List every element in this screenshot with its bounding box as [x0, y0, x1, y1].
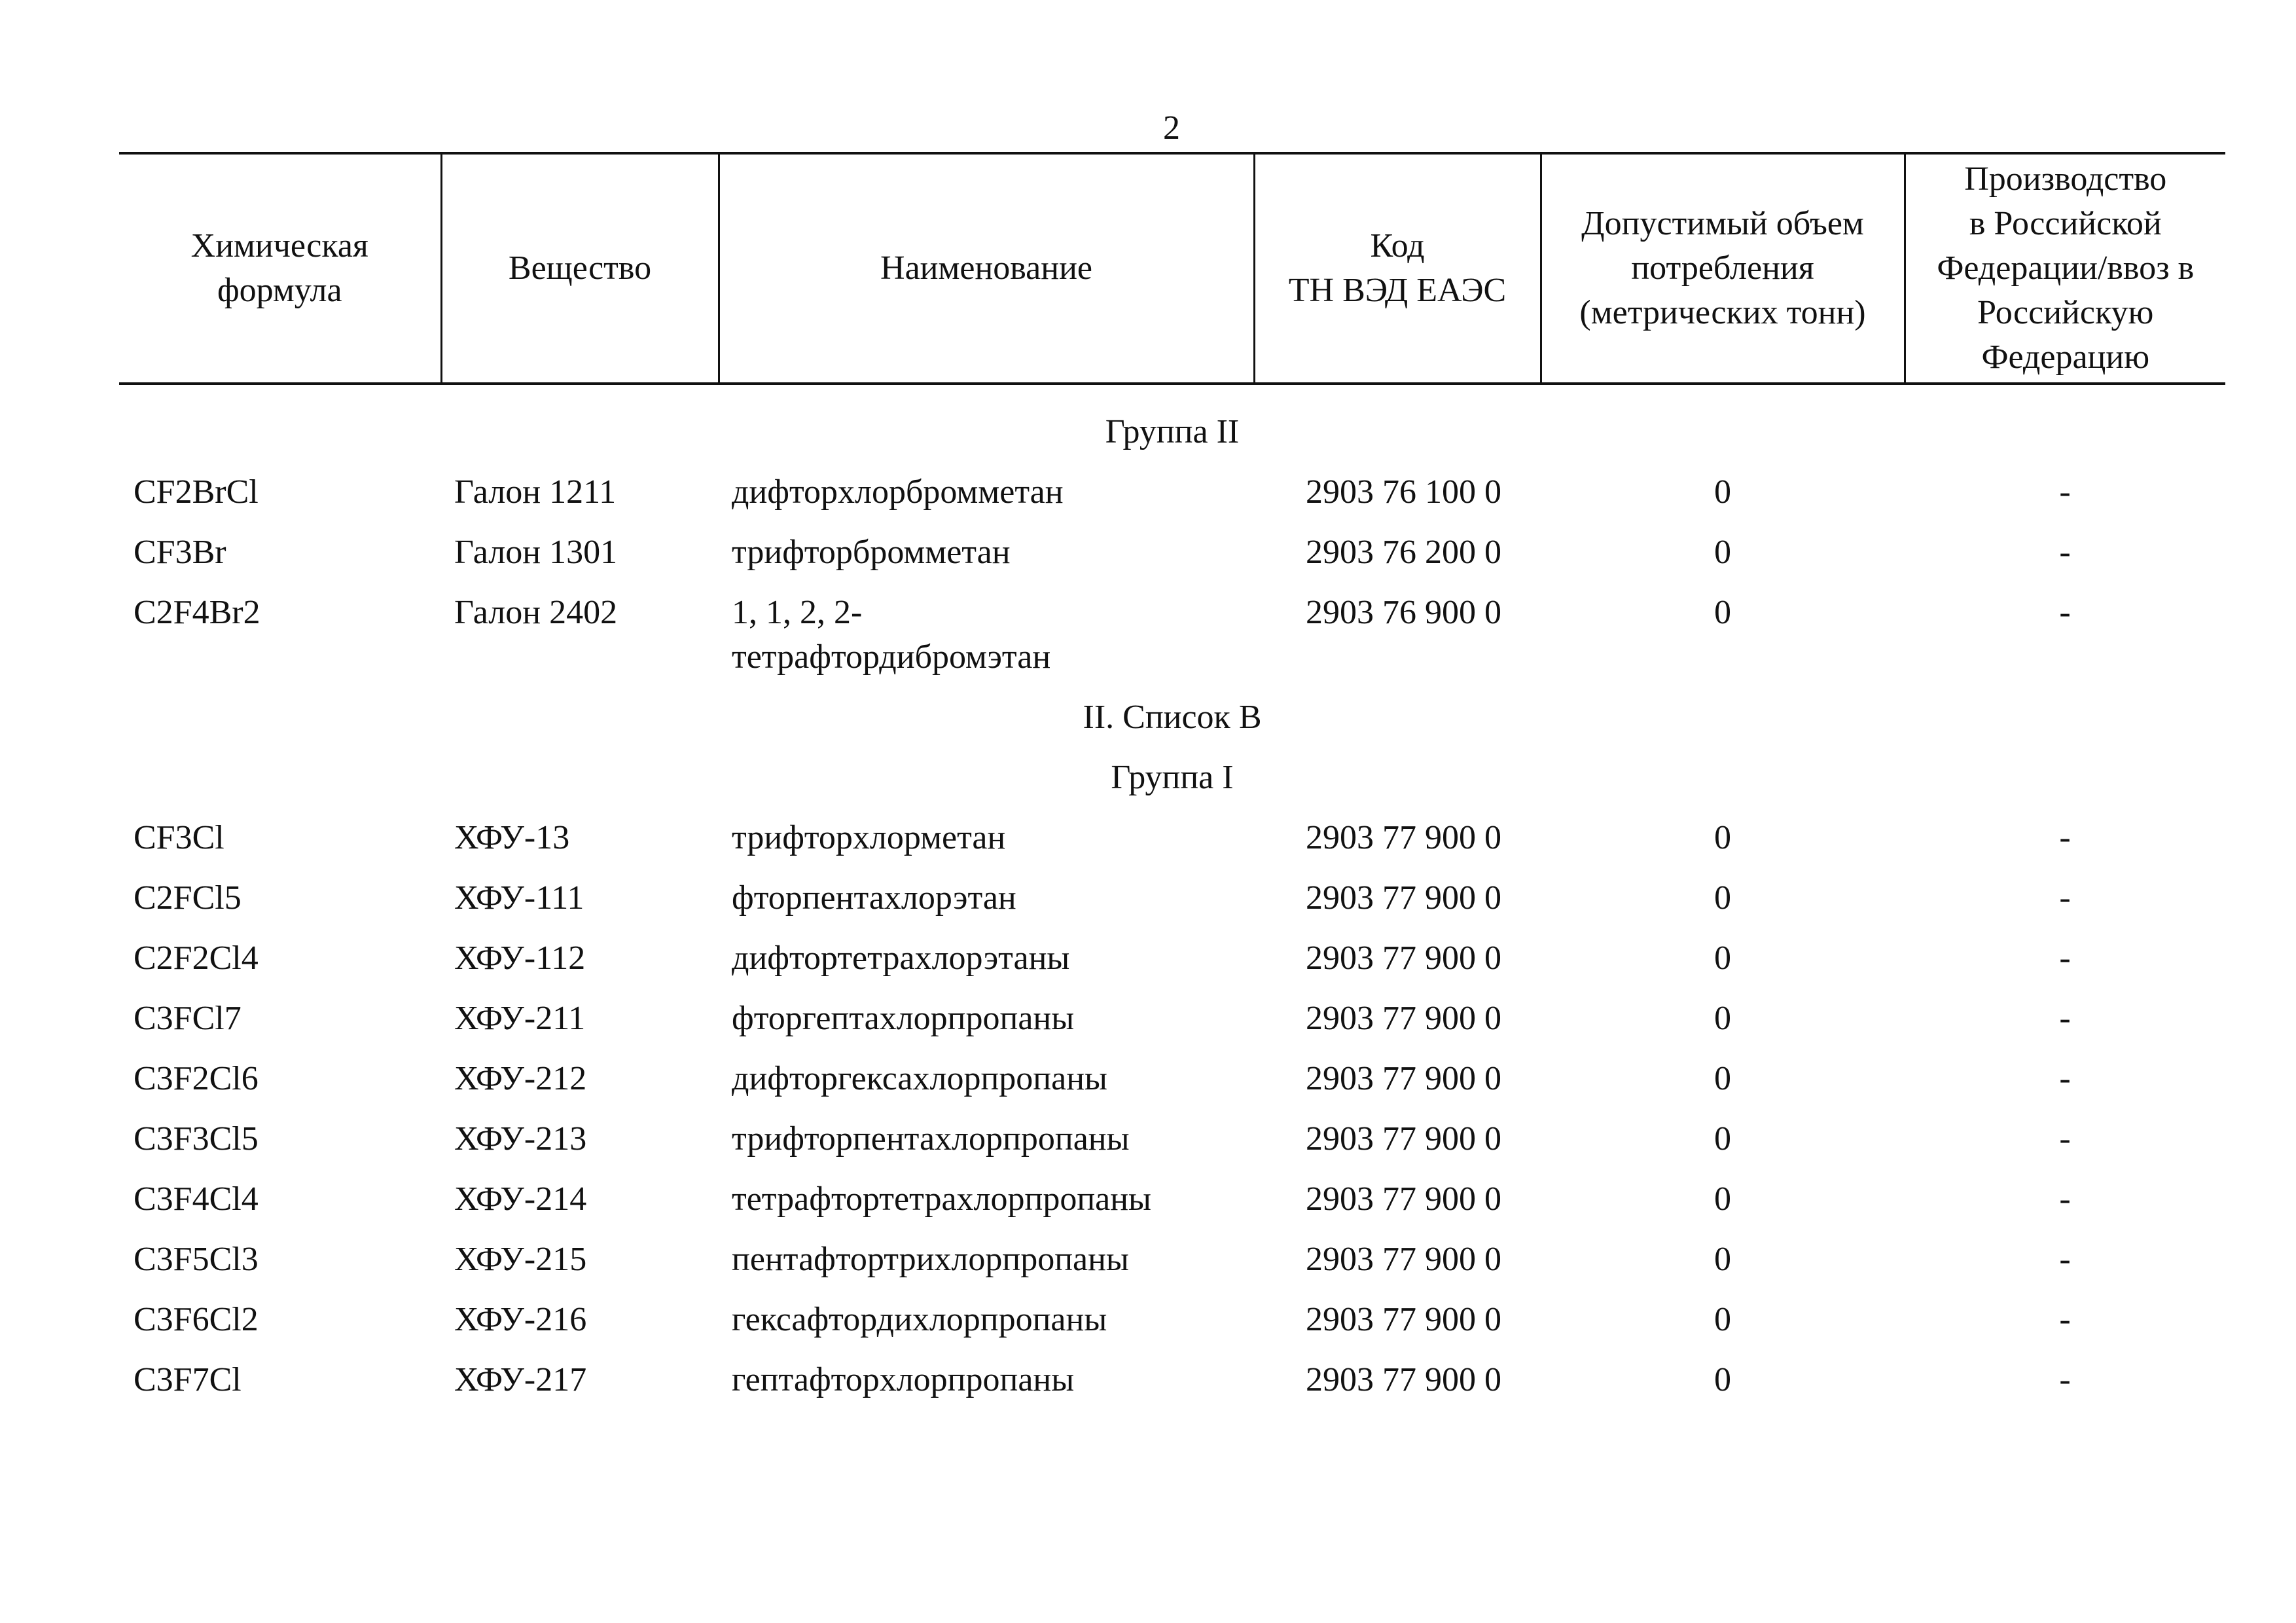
cell-name: [719, 1117, 1254, 1177]
cell-production: -: [2059, 1301, 2071, 1338]
cell-substance: Галон 1211: [454, 473, 617, 511]
cell-substance: ХФУ-112: [454, 939, 586, 977]
cell-name: [719, 530, 1254, 591]
cell-name: [719, 1237, 1254, 1298]
header-code: [1254, 153, 1541, 384]
table-row: [119, 1117, 2225, 1177]
header-production: [1905, 153, 2225, 384]
cell-formula: C3FCl7: [134, 1000, 242, 1037]
cell-code: 2903 77 900 0: [1306, 1361, 1501, 1398]
table-row: [119, 936, 2225, 996]
cell-substance: Галон 2402: [454, 594, 618, 631]
table-row: [119, 591, 2225, 695]
header-code-line: ТН ВЭД ЕАЭС: [1288, 272, 1507, 309]
table-header: [119, 153, 2225, 384]
table-row: [119, 1177, 2225, 1237]
cell-volume: 0: [1714, 819, 1731, 856]
cell-substance: ХФУ-212: [454, 1060, 587, 1097]
cell-formula: CF3Cl: [134, 819, 224, 856]
cell-name: [719, 816, 1254, 876]
cell-formula: C3F3Cl5: [134, 1120, 259, 1158]
cell-formula: C3F7Cl: [134, 1361, 242, 1398]
cell-production: -: [2059, 1180, 2071, 1218]
header-volume-line: потребления: [1631, 249, 1814, 287]
cell-code: 2903 77 900 0: [1306, 1120, 1501, 1158]
cell-code: 2903 77 900 0: [1306, 939, 1501, 977]
cell-volume: 0: [1714, 594, 1731, 631]
header-production-line: Федерации/ввоз в: [1937, 249, 2195, 287]
cell-name: [719, 936, 1254, 996]
cell-volume: 0: [1714, 1060, 1731, 1097]
cell-formula: CF2BrCl: [134, 473, 259, 511]
header-volume-line: (метрических тонн): [1579, 294, 1866, 331]
header-production-line: в Российской: [1969, 205, 2162, 242]
table-row: [119, 816, 2225, 876]
cell-name-line: трифторбромметан: [732, 534, 1011, 571]
page-number: 2: [1163, 109, 1180, 147]
cell-formula: C2F4Br2: [134, 594, 260, 631]
cell-name-line: дифторгексахлорпропаны: [732, 1060, 1107, 1097]
cell-code: 2903 77 900 0: [1306, 1180, 1501, 1218]
cell-code: 2903 77 900 0: [1306, 879, 1501, 917]
cell-code: 2903 76 100 0: [1306, 473, 1501, 511]
table-row: [119, 1237, 2225, 1298]
cell-volume: 0: [1714, 473, 1731, 511]
cell-volume: 0: [1714, 1361, 1731, 1398]
table-row: [119, 1298, 2225, 1358]
header-name-line: Наименование: [880, 249, 1092, 287]
cell-formula: C3F5Cl3: [134, 1241, 259, 1278]
cell-name-line: дифтортетрахлорэтаны: [732, 939, 1070, 977]
header-production-line: Производство: [1964, 160, 2167, 198]
header-name: [719, 153, 1254, 384]
cell-volume: 0: [1714, 879, 1731, 917]
cell-name-line: тетрафтортетрахлорпропаны: [732, 1180, 1151, 1218]
header-volume-line: Допустимый объем: [1581, 205, 1864, 242]
cell-substance: ХФУ-13: [454, 819, 570, 856]
cell-code: 2903 76 900 0: [1306, 594, 1501, 631]
cell-production: -: [2059, 1241, 2071, 1278]
cell-volume: 0: [1714, 1180, 1731, 1218]
cell-formula: CF3Br: [134, 534, 226, 571]
cell-code: 2903 77 900 0: [1306, 1060, 1501, 1097]
cell-name-line: фторпентахлорэтан: [732, 879, 1016, 917]
cell-substance: ХФУ-216: [454, 1301, 587, 1338]
cell-production: -: [2059, 1120, 2071, 1158]
section-label-row: [119, 756, 2225, 816]
cell-name-line: трифторхлорметан: [732, 819, 1006, 856]
cell-code: 2903 77 900 0: [1306, 1000, 1501, 1037]
cell-formula: C3F6Cl2: [134, 1301, 259, 1338]
cell-substance: ХФУ-211: [454, 1000, 586, 1037]
cell-volume: 0: [1714, 1000, 1731, 1037]
cell-substance: ХФУ-214: [454, 1180, 587, 1218]
cell-substance: ХФУ-213: [454, 1120, 587, 1158]
cell-formula: C3F2Cl6: [134, 1060, 259, 1097]
header-substance-line: Вещество: [508, 249, 652, 287]
cell-volume: 0: [1714, 939, 1731, 977]
cell-code: 2903 77 900 0: [1306, 1241, 1501, 1278]
table-body: [119, 384, 2225, 1418]
section-label: II. Список В: [1083, 699, 1262, 736]
cell-substance: ХФУ-111: [454, 879, 584, 917]
cell-name-line: пентафтортрихлорпропаны: [732, 1241, 1129, 1278]
cell-volume: 0: [1714, 534, 1731, 571]
cell-name: [719, 470, 1254, 530]
section-label: Группа I: [1111, 759, 1234, 796]
cell-name-line: фторгептахлорпропаны: [732, 1000, 1075, 1037]
cell-volume: 0: [1714, 1120, 1731, 1158]
cell-production: -: [2059, 1060, 2071, 1097]
table-row: [119, 530, 2225, 591]
cell-formula: C2F2Cl4: [134, 939, 259, 977]
header-code-line: Код: [1370, 227, 1425, 264]
cell-substance: ХФУ-215: [454, 1241, 587, 1278]
cell-formula: C2FCl5: [134, 879, 242, 917]
cell-code: 2903 77 900 0: [1306, 1301, 1501, 1338]
cell-volume: 0: [1714, 1241, 1731, 1278]
cell-name: [719, 1358, 1254, 1418]
cell-production: -: [2059, 534, 2071, 571]
cell-name: [719, 996, 1254, 1057]
header-substance: [441, 153, 719, 384]
table-row: [119, 1358, 2225, 1418]
section-label-row: [119, 410, 2225, 470]
cell-name: [719, 876, 1254, 936]
cell-volume: 0: [1714, 1301, 1731, 1338]
table-row: [119, 996, 2225, 1057]
spacer-row: [119, 384, 2225, 410]
header-formula-line: формула: [217, 272, 342, 309]
cell-name-line: гептафторхлорпропаны: [732, 1361, 1075, 1398]
table-row: [119, 876, 2225, 936]
cell-name-line: 1, 1, 2, 2-: [732, 594, 863, 631]
table-row: [119, 470, 2225, 530]
header-formula-line: Химическая: [190, 227, 368, 264]
cell-production: -: [2059, 939, 2071, 977]
cell-production: -: [2059, 473, 2071, 511]
header-production-line: Федерацию: [1981, 338, 2150, 376]
cell-production: -: [2059, 819, 2071, 856]
cell-name-line: трифторпентахлорпропаны: [732, 1120, 1130, 1158]
cell-formula: C3F4Cl4: [134, 1180, 259, 1218]
cell-code: 2903 77 900 0: [1306, 819, 1501, 856]
cell-code: 2903 76 200 0: [1306, 534, 1501, 571]
cell-substance: ХФУ-217: [454, 1361, 587, 1398]
cell-name-line: гексафтордихлорпропаны: [732, 1301, 1107, 1338]
cell-name-line: тетрафтордибромэтан: [732, 638, 1051, 676]
substances-table: [119, 152, 2225, 1418]
header-formula: [119, 153, 441, 384]
header-production-line: Российскую: [1977, 294, 2154, 331]
table-row: [119, 1057, 2225, 1117]
section-label: Группа II: [1105, 413, 1240, 450]
cell-name: [719, 1057, 1254, 1117]
cell-name: [719, 591, 1254, 695]
cell-name-line: дифторхлорбромметан: [732, 473, 1064, 511]
cell-substance: Галон 1301: [454, 534, 618, 571]
cell-production: -: [2059, 1000, 2071, 1037]
cell-production: -: [2059, 594, 2071, 631]
cell-production: -: [2059, 1361, 2071, 1398]
cell-name: [719, 1177, 1254, 1237]
section-label-row: [119, 695, 2225, 756]
header-volume: [1541, 153, 1905, 384]
cell-production: -: [2059, 879, 2071, 917]
cell-name: [719, 1298, 1254, 1358]
